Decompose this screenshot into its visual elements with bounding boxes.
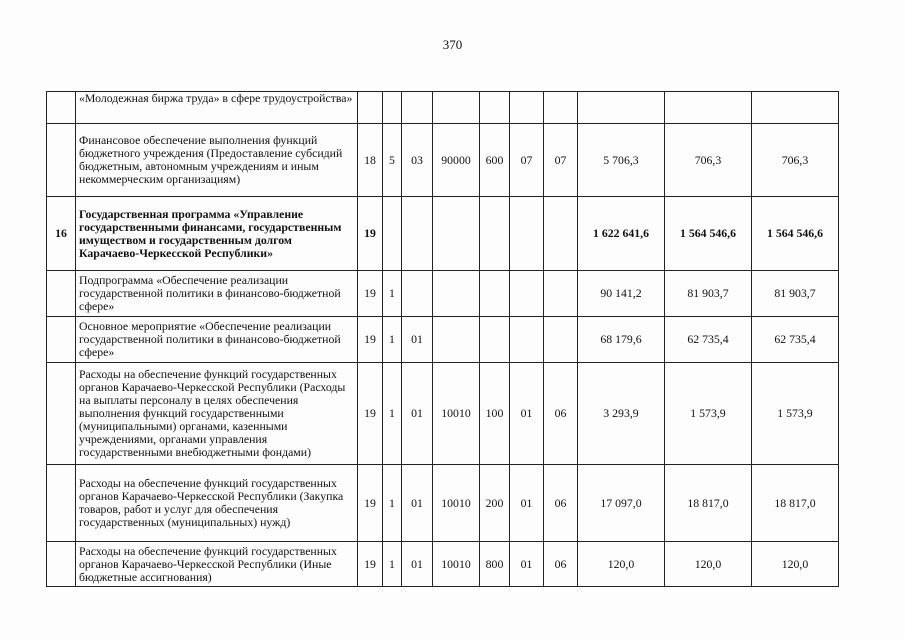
amount-cell: 5 706,3 — [578, 124, 665, 197]
code-cell: 10010 — [433, 465, 480, 542]
amount-cell: 706,3 — [665, 124, 752, 197]
code-cell: 1 — [383, 271, 402, 317]
code-cell: 1 — [383, 542, 402, 587]
code-cell: 01 — [510, 465, 544, 542]
code-cell: 06 — [544, 542, 578, 587]
amount-cell: 120,0 — [752, 542, 839, 587]
amount-cell: 120,0 — [578, 542, 665, 587]
code-cell: 19 — [358, 465, 383, 542]
code-cell — [544, 92, 578, 124]
code-cell: 19 — [358, 363, 383, 465]
amount-cell — [752, 92, 839, 124]
code-cell — [433, 271, 480, 317]
code-cell: 10010 — [433, 363, 480, 465]
code-cell — [402, 271, 433, 317]
amount-cell: 62 735,4 — [665, 317, 752, 363]
code-cell: 03 — [402, 124, 433, 197]
code-cell: 10010 — [433, 542, 480, 587]
amount-cell: 68 179,6 — [578, 317, 665, 363]
table-row — [47, 363, 839, 465]
row-name: Подпрограмма «Обеспечение реализации государственной политики в финансово-бюджетной сфере» — [76, 271, 358, 317]
code-cell: 01 — [402, 542, 433, 587]
amount-cell: 81 903,7 — [665, 271, 752, 317]
code-cell: 07 — [544, 124, 578, 197]
row-name: Расходы на обеспечение функций государственных органов Карачаево-Черкесской Республики (Иные бюджетные ассигнования) — [76, 542, 358, 587]
amount-cell: 1 573,9 — [752, 363, 839, 465]
code-cell: 800 — [480, 542, 510, 587]
amount-cell: 1 622 641,6 — [578, 197, 665, 271]
amount-cell: 17 097,0 — [578, 465, 665, 542]
code-cell — [402, 92, 433, 124]
page-number: 370 — [442, 37, 463, 52]
code-cell: 07 — [510, 124, 544, 197]
code-cell: 01 — [510, 363, 544, 465]
amount-cell: 81 903,7 — [752, 271, 839, 317]
table-row — [47, 92, 839, 124]
code-cell: 01 — [402, 465, 433, 542]
code-cell: 1 — [383, 363, 402, 465]
amount-cell: 1 564 546,6 — [752, 197, 839, 271]
code-cell: 01 — [402, 363, 433, 465]
table-row — [47, 465, 839, 542]
code-cell: 01 — [510, 542, 544, 587]
code-cell — [383, 92, 402, 124]
code-cell: 100 — [480, 363, 510, 465]
code-cell — [480, 92, 510, 124]
amount-cell: 62 735,4 — [752, 317, 839, 363]
code-cell — [510, 317, 544, 363]
code-cell — [544, 197, 578, 271]
code-cell — [433, 197, 480, 271]
table-row — [47, 317, 839, 363]
code-cell — [480, 197, 510, 271]
amount-cell — [665, 92, 752, 124]
code-cell — [433, 92, 480, 124]
amount-cell: 1 564 546,6 — [665, 197, 752, 271]
row-name: Финансовое обеспечение выполнения функций бюджетного учреждения (Предоставление субсидий бюджетным, автономным учреждениям и иным некоммерческим организациям) — [76, 124, 358, 197]
amount-cell: 120,0 — [665, 542, 752, 587]
row-number — [47, 92, 76, 124]
code-cell: 90000 — [433, 124, 480, 197]
table-row — [47, 271, 839, 317]
code-cell — [510, 271, 544, 317]
budget-table — [46, 91, 839, 587]
table-row — [47, 542, 839, 587]
code-cell: 5 — [383, 124, 402, 197]
row-number — [47, 124, 76, 197]
code-cell: 19 — [358, 317, 383, 363]
table-row — [47, 197, 839, 271]
table-row — [47, 124, 839, 197]
row-number — [47, 317, 76, 363]
code-cell — [433, 317, 480, 363]
code-cell: 18 — [358, 124, 383, 197]
code-cell — [510, 92, 544, 124]
amount-cell: 1 573,9 — [665, 363, 752, 465]
code-cell: 06 — [544, 363, 578, 465]
code-cell: 600 — [480, 124, 510, 197]
code-cell: 200 — [480, 465, 510, 542]
code-cell: 19 — [358, 271, 383, 317]
amount-cell: 3 293,9 — [578, 363, 665, 465]
row-name: Расходы на обеспечение функций государственных органов Карачаево-Черкесской Республики (Расходы на выплаты персоналу в целях обеспечения выполнения функций государственными (муниципальными) органами, казенными учреждениями, органами управления государственными внебюджетными фондами) — [76, 363, 358, 465]
amount-cell: 18 817,0 — [752, 465, 839, 542]
code-cell: 19 — [358, 542, 383, 587]
amount-cell: 706,3 — [752, 124, 839, 197]
code-cell — [544, 271, 578, 317]
code-cell: 19 — [358, 197, 383, 271]
amount-cell: 90 141,2 — [578, 271, 665, 317]
code-cell — [383, 197, 402, 271]
code-cell: 1 — [383, 465, 402, 542]
code-cell: 01 — [402, 317, 433, 363]
amount-cell: 18 817,0 — [665, 465, 752, 542]
row-number: 16 — [47, 197, 76, 271]
code-cell — [544, 317, 578, 363]
row-name: Государственная программа «Управление государственными финансами, государственным имуществом и государственным долгом Карачаево-Черкесской Республики» — [76, 197, 358, 271]
code-cell — [358, 92, 383, 124]
code-cell — [480, 271, 510, 317]
code-cell — [402, 197, 433, 271]
row-number — [47, 271, 76, 317]
row-name: Основное мероприятие «Обеспечение реализации государственной политики в финансово-бюджетной сфере» — [76, 317, 358, 363]
amount-cell — [578, 92, 665, 124]
code-cell: 1 — [383, 317, 402, 363]
code-cell — [510, 197, 544, 271]
row-number — [47, 363, 76, 465]
code-cell — [480, 317, 510, 363]
row-name: «Молодежная биржа труда» в сфере трудоустройства» — [76, 92, 358, 124]
row-number — [47, 465, 76, 542]
code-cell: 06 — [544, 465, 578, 542]
row-number — [47, 542, 76, 587]
row-name: Расходы на обеспечение функций государственных органов Карачаево-Черкесской Республики (Закупка товаров, работ и услуг для обеспечения государственных (муниципальных) нужд) — [76, 465, 358, 542]
